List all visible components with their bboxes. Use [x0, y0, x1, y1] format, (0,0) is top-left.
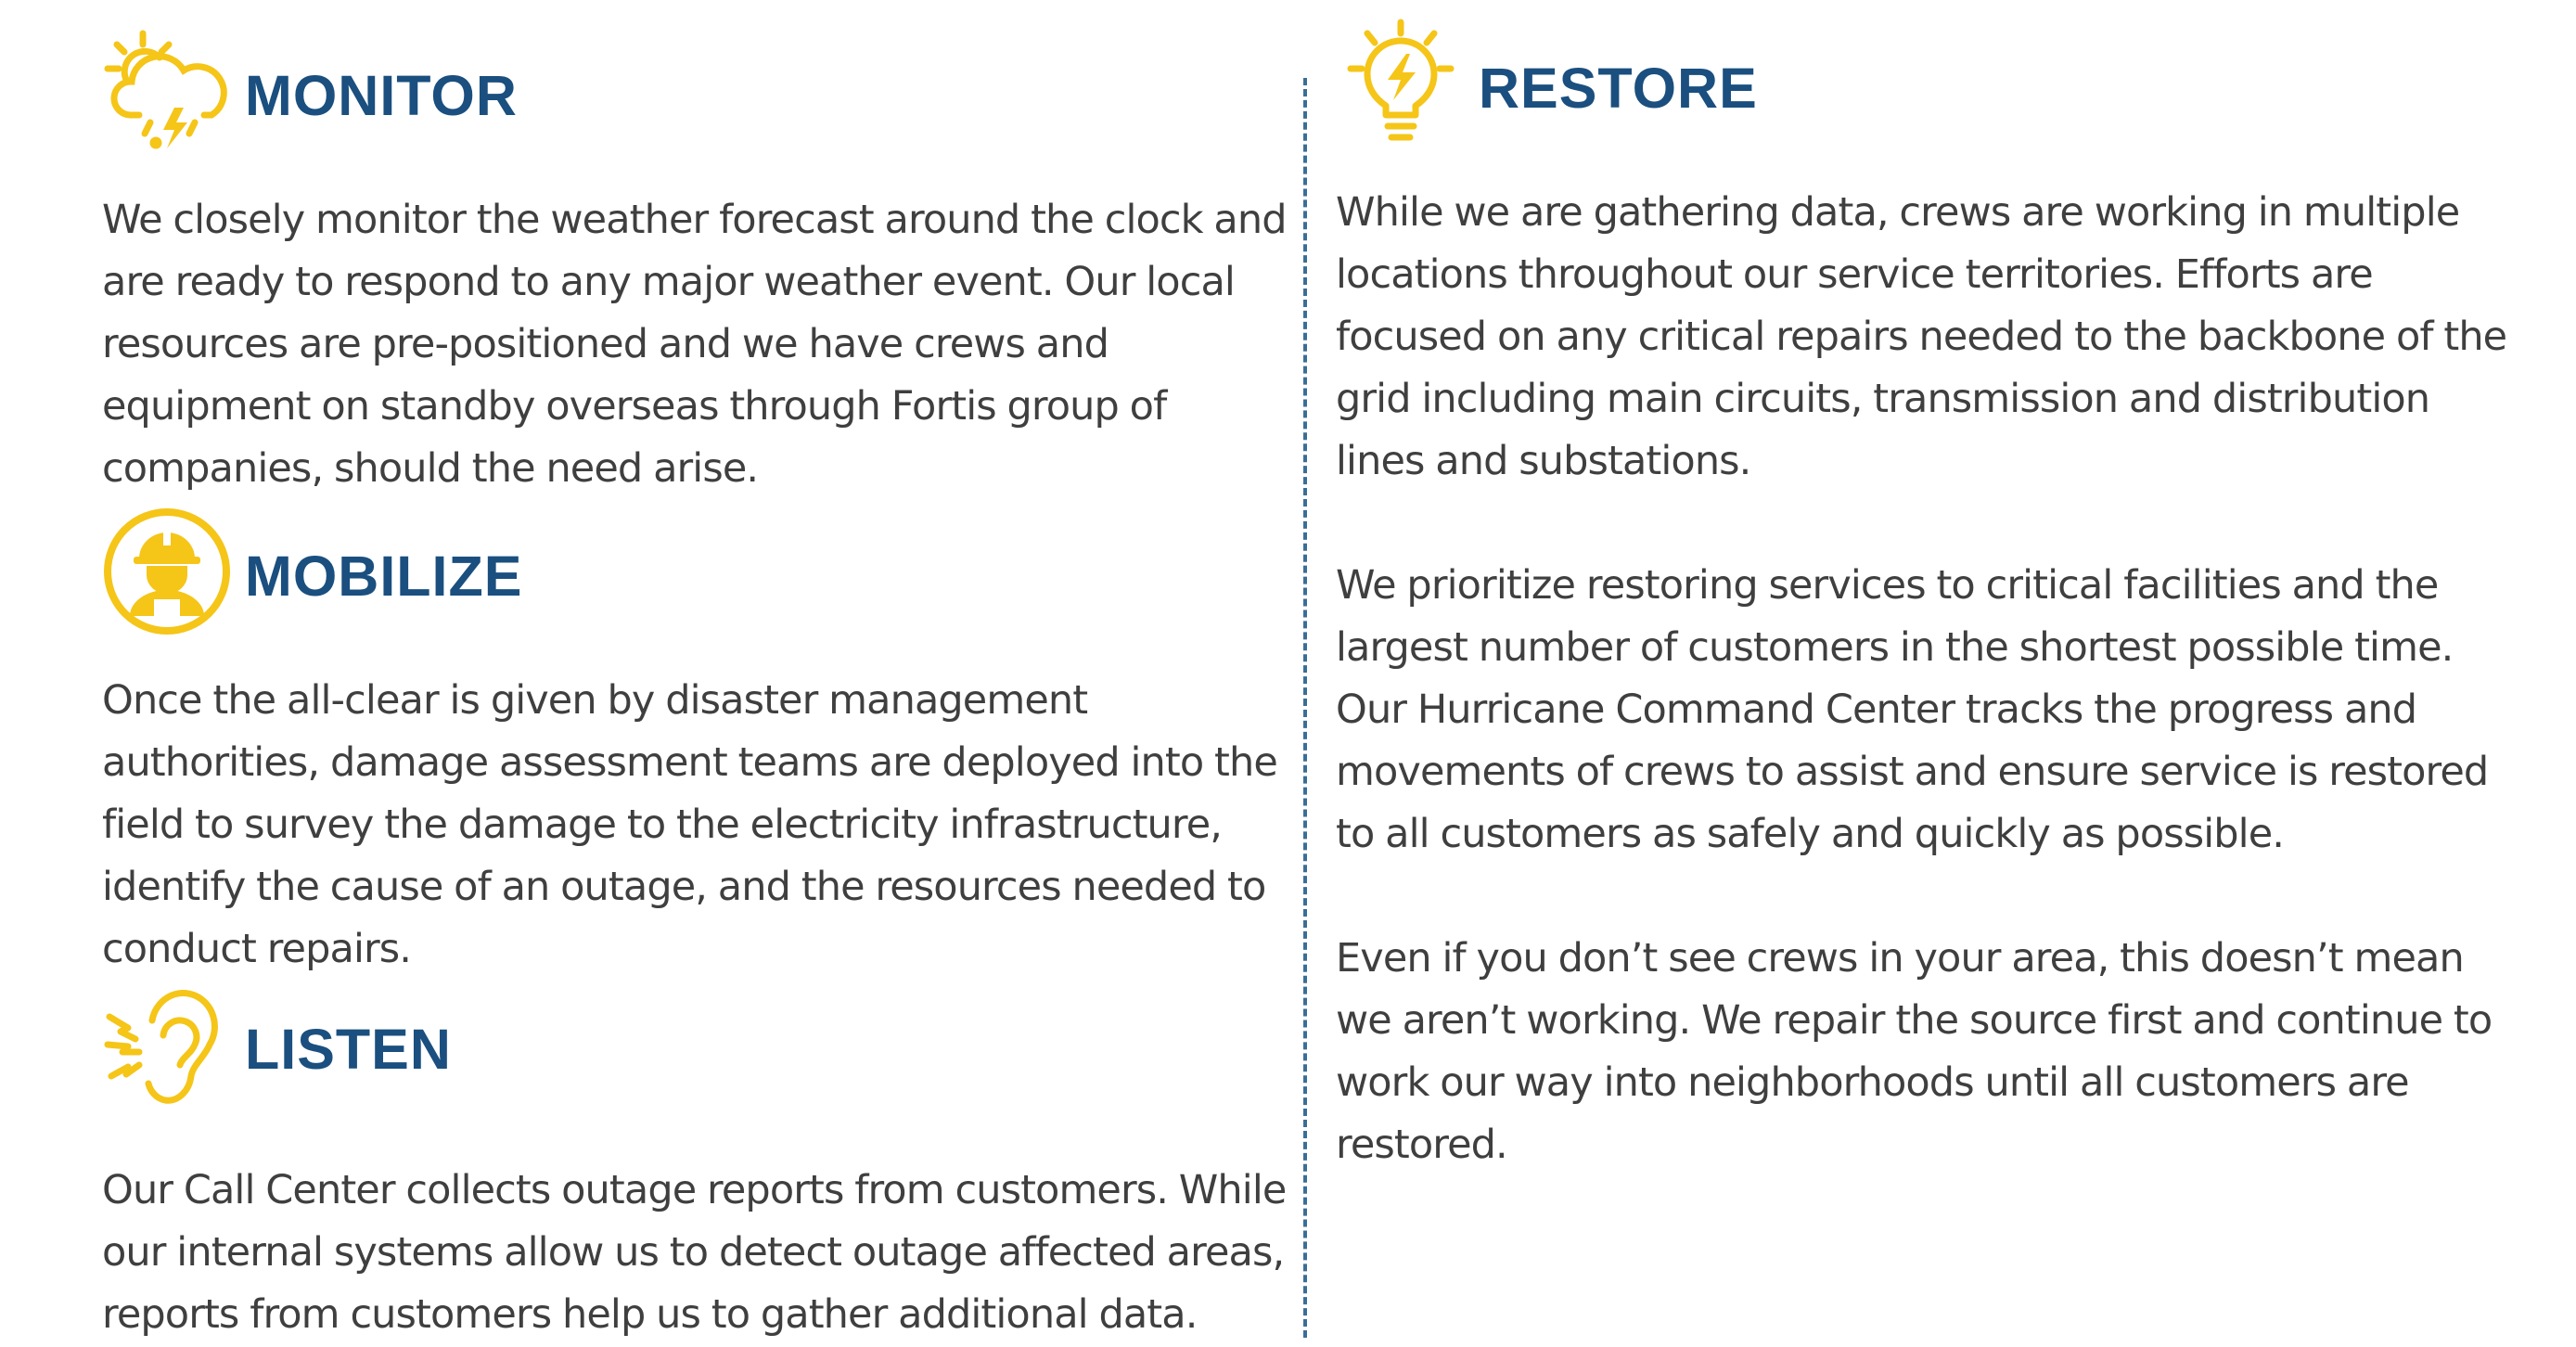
- lightbulb-icon: [1336, 19, 1466, 148]
- mobilize-section: [102, 507, 1308, 981]
- column-divider: [1303, 78, 1307, 1338]
- monitor-section: [102, 26, 1308, 500]
- mobilize-text: Once the all-clear is given by disaster management authorities, damage assessment teams are deployed into the field to survey the damage to the electricity infrastructure, identify the cause of an outage, and the resources needed to conduct repairs.: [102, 677, 1277, 972]
- listen-text: Our Call Center collects outage reports from customers. While our internal systems allow us to detect outage affected areas, reports from customers help us to gather additional data.: [102, 1167, 1287, 1338]
- restore-paragraph-1: While we are gathering data, crews are working in multiple locations throughout our service territories. Efforts are focused on any critical repairs needed to the backbone of the grid including main circuits, transmission and distribution lines and substations.: [1336, 189, 2507, 484]
- restore-section: [1336, 19, 2523, 1176]
- monitor-header: [102, 26, 1308, 165]
- monitor-text: We closely monitor the weather forecast around the clock and are ready to respond to any major weather event. Our local resources are pre-positioned and we have crews and equipment on standby overseas through Fortis group of companies, should the need arise.: [102, 197, 1287, 492]
- storm-cloud-icon: [102, 26, 232, 156]
- monitor-title: MONITOR: [245, 64, 518, 127]
- restore-paragraph-3: Even if you don’t see crews in your area, this doesn’t mean we aren’t working. We repair the source first and continue to work our way into neighborhoods until all customers are restored.: [1336, 935, 2493, 1168]
- ear-icon: [102, 980, 232, 1110]
- restore-header: [1336, 19, 2523, 158]
- restore-body: [1336, 182, 2523, 1176]
- listen-title: LISTEN: [245, 1018, 452, 1081]
- restore-title: RESTORE: [1479, 57, 1758, 120]
- restore-paragraph-2: We prioritize restoring services to critical facilities and the largest number of customers in the shortest possible time. Our Hurricane Command Center tracks the progress and movements of crews to assist and ensure service is restored to all customers as safely and quickly as possible.: [1336, 562, 2489, 857]
- hardhat-worker-icon: [102, 507, 232, 636]
- mobilize-title: MOBILIZE: [245, 545, 523, 608]
- listen-section: [102, 980, 1308, 1346]
- mobilize-header: [102, 507, 1308, 646]
- listen-header: [102, 980, 1308, 1119]
